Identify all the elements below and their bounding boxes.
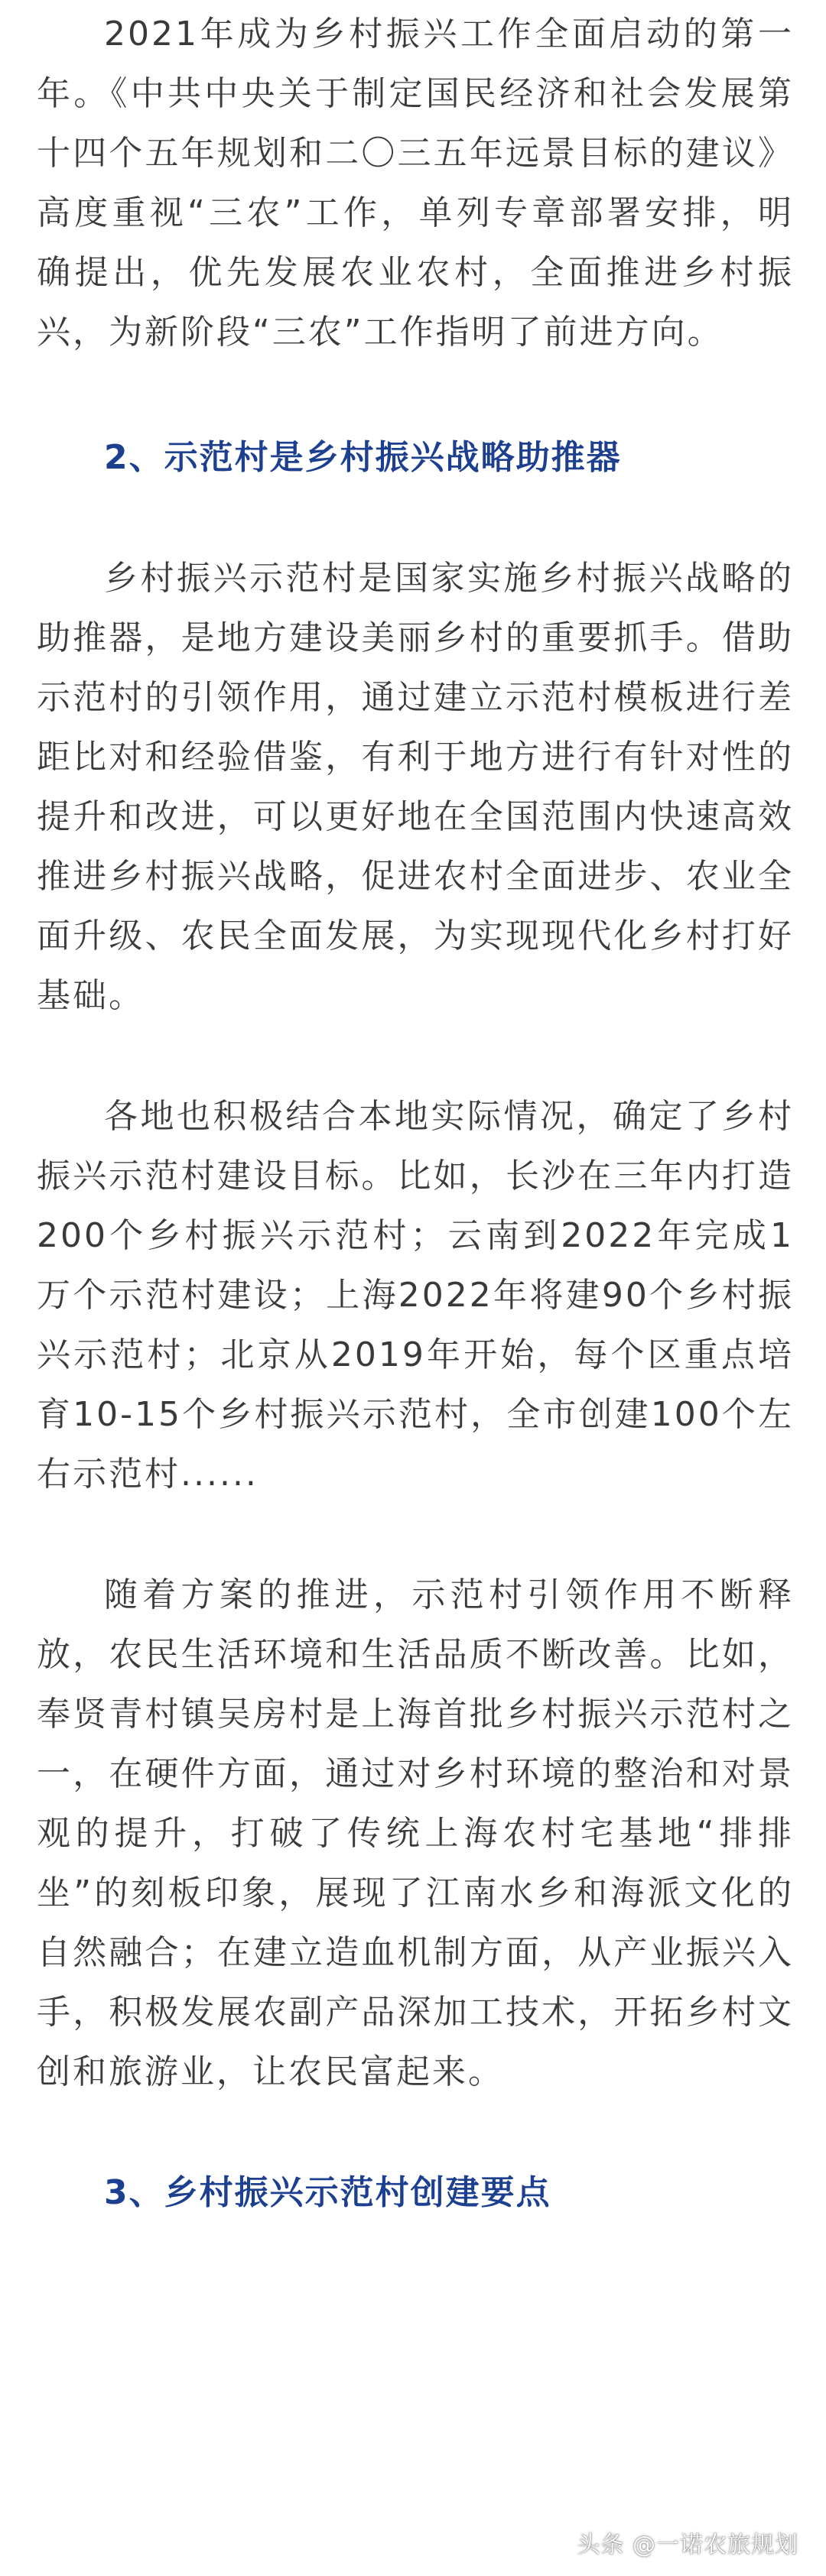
- paragraph-progress-example: 随着方案的推进，示范村引领作用不断释放，农民生活环境和生活品质不断改善。比如，奉贤青村镇吴房村是上海首批乡村振兴示范村之一，在硬件方面，通过对乡村环境的整治和对景观的提升，打破了传统上海农村宅基地“排排坐”的刻板印象，展现了江南水乡和海派文化的自然融合；在建立造血机制方面，从产业振兴入手，积极发展农副产品深加工技术，开拓乡村文创和旅游业，让农民富起来。: [37, 1575, 794, 2091]
- paragraph-local-targets: 各地也积极结合本地实际情况，确定了乡村振兴示范村建设目标。比如，长沙在三年内打造200个乡村振兴示范村；云南到2022年完成1万个示范村建设；上海2022年将建90个乡村振兴示范村；北京从2019年开始，每个区重点培育10-15个乡村振兴示范村，全市创建100个左右示范村......: [37, 1097, 794, 1494]
- section-heading-2: 2、示范村是乡村振兴战略助推器: [104, 438, 622, 477]
- article-body: [37, 0, 794, 2223]
- paragraph-intro: 2021年成为乡村振兴工作全面启动的第一年。《中共中央关于制定国民经济和社会发展第十四个五年规划和二〇三五年远景目标的建议》高度重视“三农”工作，单列专章部署安排，明确提出，优先发展农业农村，全面推进乡村振兴，为新阶段“三农”工作指明了前进方向。: [37, 15, 794, 352]
- paragraph-demo-village-role: 乡村振兴示范村是国家实施乡村振兴战略的助推器，是地方建设美丽乡村的重要抓手。借助示范村的引领作用，通过建立示范村模板进行差距比对和经验借鉴，有利于地方进行有针对性的提升和改进，可以更好地在全国范围内快速高效推进乡村振兴战略，促进农村全面进步、农业全面升级、农民全面发展，为实现现代化乡村打好基础。: [37, 559, 794, 1015]
- source-watermark: 头条 @一诺农旅规划: [577, 2532, 798, 2558]
- section-heading-3: 3、乡村振兴示范村创建要点: [104, 2173, 551, 2212]
